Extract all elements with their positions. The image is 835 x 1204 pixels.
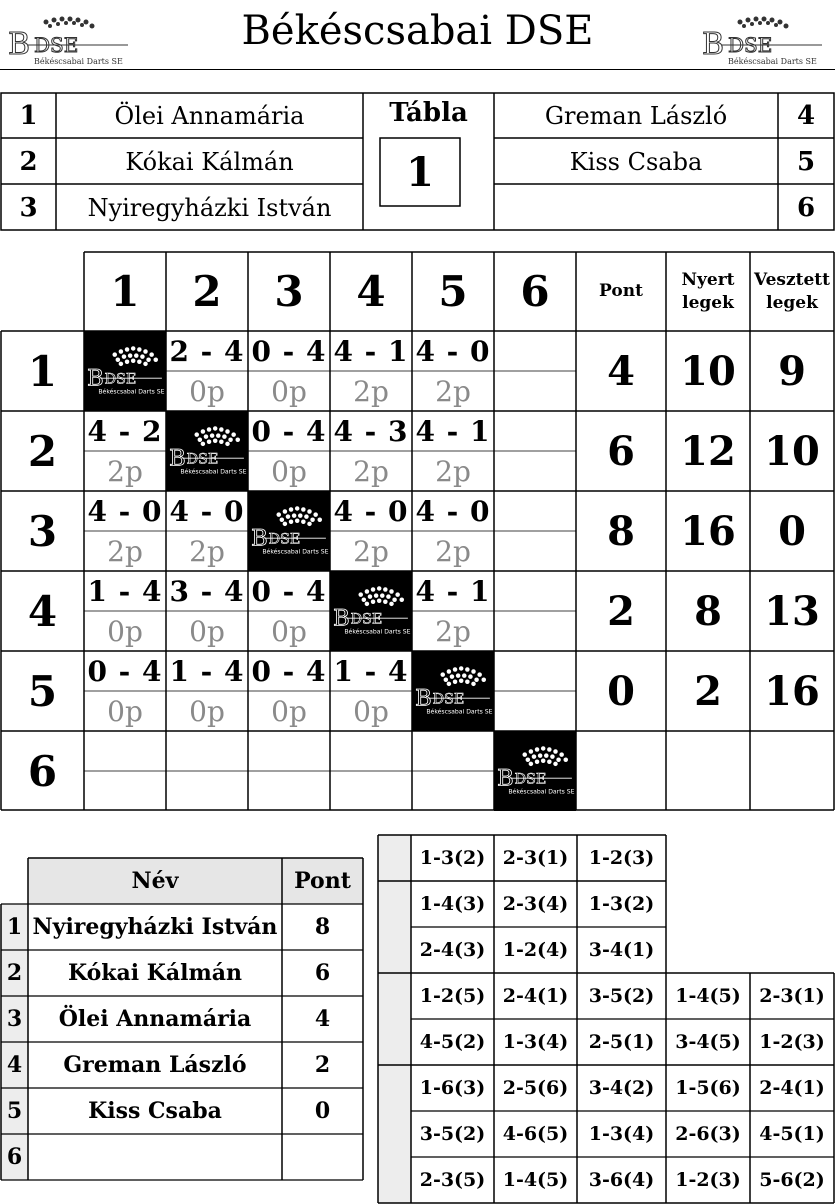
svg-text:B: B: [87, 365, 104, 392]
svg-text:B: B: [169, 445, 186, 472]
player-name: Kókai Kálmán: [125, 147, 294, 176]
row-nyert: 12: [680, 427, 736, 475]
standings-header-points: Pont: [294, 868, 351, 894]
column-header: 2: [192, 267, 222, 316]
standings-header-name: Név: [131, 868, 179, 894]
match-points: 2p: [353, 454, 389, 488]
match-points: 2p: [435, 614, 471, 648]
schedule-match: 1-4(5): [675, 985, 741, 1007]
standings-rank: 6: [6, 1144, 23, 1170]
schedule-match: 2-5(1): [588, 1031, 655, 1053]
match-points: 0p: [353, 694, 389, 728]
schedule-match: 1-6(3): [419, 1077, 486, 1099]
match-score: 4 - 3: [333, 414, 409, 448]
standings-points: 6: [314, 960, 331, 986]
row-header: 2: [27, 426, 58, 476]
schedule-match: 2-3(1): [502, 847, 569, 869]
svg-text:Békéscsabai Darts SE: Békéscsabai Darts SE: [98, 388, 165, 396]
player-number: 4: [796, 101, 816, 131]
schedule-match: 2-3(5): [419, 1169, 486, 1191]
schedule-match: 1-3(4): [502, 1031, 569, 1053]
standings-points: 8: [314, 914, 331, 940]
schedule-match: 1-2(3): [588, 847, 655, 869]
column-header: 5: [438, 267, 468, 316]
stat-header: Pont: [599, 281, 643, 302]
match-score: 0 - 4: [251, 414, 327, 448]
svg-text:Békéscsabai Darts SE: Békéscsabai Darts SE: [508, 788, 575, 796]
row-pont: 6: [607, 427, 635, 475]
schedule-match: 3-5(2): [588, 985, 655, 1007]
match-points: 0p: [189, 374, 225, 408]
svg-text:DSE: DSE: [268, 531, 301, 548]
player-number: 1: [19, 101, 38, 131]
player-name: Ölei Annamária: [114, 102, 305, 130]
row-nyert: 10: [680, 347, 736, 395]
schedule-match: 2-4(1): [759, 1077, 825, 1099]
svg-text:Békéscsabai Darts SE: Békéscsabai Darts SE: [728, 57, 817, 66]
standings-name: Greman László: [63, 1052, 247, 1078]
row-pont: 2: [607, 587, 635, 635]
match-points: 0p: [107, 614, 143, 648]
match-points: 2p: [435, 454, 471, 488]
standings-points: 0: [314, 1098, 331, 1124]
match-score: 0 - 4: [251, 574, 327, 608]
standings-name: Kókai Kálmán: [67, 960, 243, 986]
match-score: 0 - 4: [87, 654, 163, 688]
schedule-match: 3-4(5): [675, 1031, 741, 1053]
player-name: Greman László: [544, 102, 728, 130]
svg-text:DSE: DSE: [432, 691, 465, 708]
svg-text:B: B: [251, 525, 268, 552]
svg-text:DSE: DSE: [104, 371, 137, 388]
row-vesztett: 13: [764, 587, 820, 635]
schedule-match: 3-4(2): [588, 1077, 655, 1099]
standings-rank: 1: [6, 914, 23, 940]
match-score: 0 - 4: [251, 334, 327, 368]
match-score: 1 - 4: [87, 574, 163, 608]
schedule-match: 1-5(6): [675, 1077, 741, 1099]
svg-text:Békéscsabai Darts SE: Békéscsabai Darts SE: [344, 628, 411, 636]
match-score: 4 - 1: [333, 334, 409, 368]
svg-text:B: B: [702, 27, 725, 62]
match-points: 2p: [107, 534, 143, 568]
schedule-match: 2-4(3): [419, 939, 486, 961]
standings-points: 4: [314, 1006, 331, 1032]
schedule-match: 2-5(6): [502, 1077, 569, 1099]
row-vesztett: 9: [778, 347, 806, 395]
match-score: 4 - 0: [415, 494, 491, 528]
schedule-match: 1-3(2): [588, 893, 655, 915]
row-pont: 0: [607, 667, 635, 715]
match-score: 3 - 4: [169, 574, 245, 608]
match-points: 0p: [189, 614, 225, 648]
svg-text:Békéscsabai Darts SE: Békéscsabai Darts SE: [426, 708, 493, 716]
match-score: 0 - 4: [251, 654, 327, 688]
player-number: 6: [796, 192, 816, 223]
match-score: 2 - 4: [169, 334, 245, 368]
player-name: Kiss Csaba: [569, 147, 703, 176]
match-score: 4 - 0: [415, 334, 491, 368]
standings-rank: 5: [6, 1098, 23, 1124]
schedule-match: 5-6(2): [759, 1169, 825, 1191]
row-nyert: 2: [694, 667, 722, 715]
standings-points: 2: [314, 1052, 331, 1078]
schedule-match: 1-4(5): [502, 1169, 569, 1191]
svg-text:DSE: DSE: [728, 33, 773, 57]
player-number: 2: [19, 146, 38, 177]
stat-header: Vesztett legek: [753, 269, 831, 313]
standings-rank: 4: [6, 1052, 23, 1078]
svg-text:Békéscsabai Darts SE: Békéscsabai Darts SE: [180, 468, 247, 476]
schedule-match: 2-4(1): [502, 985, 569, 1007]
match-points: 0p: [189, 694, 225, 728]
board-label: Tábla: [389, 98, 468, 128]
schedule-match: 1-2(4): [502, 939, 569, 961]
match-points: 2p: [353, 374, 389, 408]
match-score: 1 - 4: [333, 654, 409, 688]
schedule-match: 1-2(3): [675, 1169, 741, 1191]
match-points: 2p: [107, 454, 143, 488]
row-vesztett: 0: [778, 507, 806, 555]
column-header: 4: [356, 267, 386, 316]
svg-text:B: B: [497, 765, 514, 792]
svg-text:Békéscsabai Darts SE: Békéscsabai Darts SE: [262, 548, 329, 556]
board-number: 1: [406, 148, 434, 196]
match-points: 0p: [271, 614, 307, 648]
player-number: 3: [19, 192, 38, 223]
row-nyert: 16: [680, 507, 736, 555]
schedule-match: 1-4(3): [419, 893, 486, 915]
svg-text:DSE: DSE: [350, 611, 383, 628]
schedule-match: 4-6(5): [502, 1123, 569, 1145]
column-header: 3: [274, 267, 304, 316]
schedule-match: 1-2(3): [759, 1031, 825, 1053]
match-score: 4 - 1: [415, 414, 491, 448]
player-name: Nyiregyházki István: [87, 193, 332, 222]
match-score: 4 - 2: [87, 414, 163, 448]
match-score: 4 - 0: [333, 494, 409, 528]
match-points: 2p: [435, 374, 471, 408]
match-points: 2p: [189, 534, 225, 568]
player-number: 5: [796, 146, 816, 177]
standings-name: Ölei Annamária: [58, 1006, 252, 1032]
match-score: 4 - 0: [169, 494, 245, 528]
schedule-match: 3-5(2): [419, 1123, 486, 1145]
stat-header: Nyert legek: [681, 269, 735, 313]
svg-text:B: B: [415, 685, 432, 712]
row-header: 3: [27, 506, 58, 556]
row-vesztett: 16: [764, 667, 820, 715]
row-pont: 8: [607, 507, 635, 555]
standings-name: Nyiregyházki István: [32, 914, 278, 940]
svg-text:DSE: DSE: [186, 451, 219, 468]
row-header: 5: [27, 666, 58, 716]
schedule-match: 2-3(4): [502, 893, 569, 915]
schedule-match: 4-5(1): [759, 1123, 825, 1145]
schedule-match: 2-6(3): [675, 1123, 741, 1145]
row-header: 6: [27, 746, 58, 796]
standings-rank: 2: [6, 960, 23, 986]
match-points: 0p: [271, 374, 307, 408]
match-points: 2p: [435, 534, 471, 568]
match-points: 0p: [271, 694, 307, 728]
match-score: 4 - 1: [415, 574, 491, 608]
row-header: 4: [27, 586, 58, 636]
page-title: Békéscsabai DSE: [241, 8, 594, 54]
schedule-match: 3-4(1): [588, 939, 655, 961]
standings-name: Kiss Csaba: [88, 1098, 222, 1124]
svg-text:Békéscsabai Darts SE: Békéscsabai Darts SE: [34, 57, 123, 66]
svg-text:DSE: DSE: [514, 771, 547, 788]
row-vesztett: 10: [764, 427, 820, 475]
schedule-match: 3-6(4): [588, 1169, 655, 1191]
match-points: 2p: [353, 534, 389, 568]
match-score: 4 - 0: [87, 494, 163, 528]
row-header: 1: [27, 346, 58, 396]
standings-rank: 3: [6, 1006, 23, 1032]
match-points: 0p: [271, 454, 307, 488]
svg-text:B: B: [8, 27, 31, 62]
schedule-match: 1-3(2): [419, 847, 486, 869]
row-nyert: 8: [694, 587, 722, 635]
schedule-match: 4-5(2): [419, 1031, 486, 1053]
row-pont: 4: [607, 347, 635, 395]
match-score: 1 - 4: [169, 654, 245, 688]
svg-text:B: B: [333, 605, 350, 632]
schedule-match: 1-2(5): [419, 985, 486, 1007]
column-header: 6: [520, 267, 550, 316]
schedule-match: 1-3(4): [588, 1123, 655, 1145]
match-points: 0p: [107, 694, 143, 728]
svg-text:DSE: DSE: [34, 33, 79, 57]
schedule-match: 2-3(1): [759, 985, 825, 1007]
column-header: 1: [110, 267, 140, 316]
